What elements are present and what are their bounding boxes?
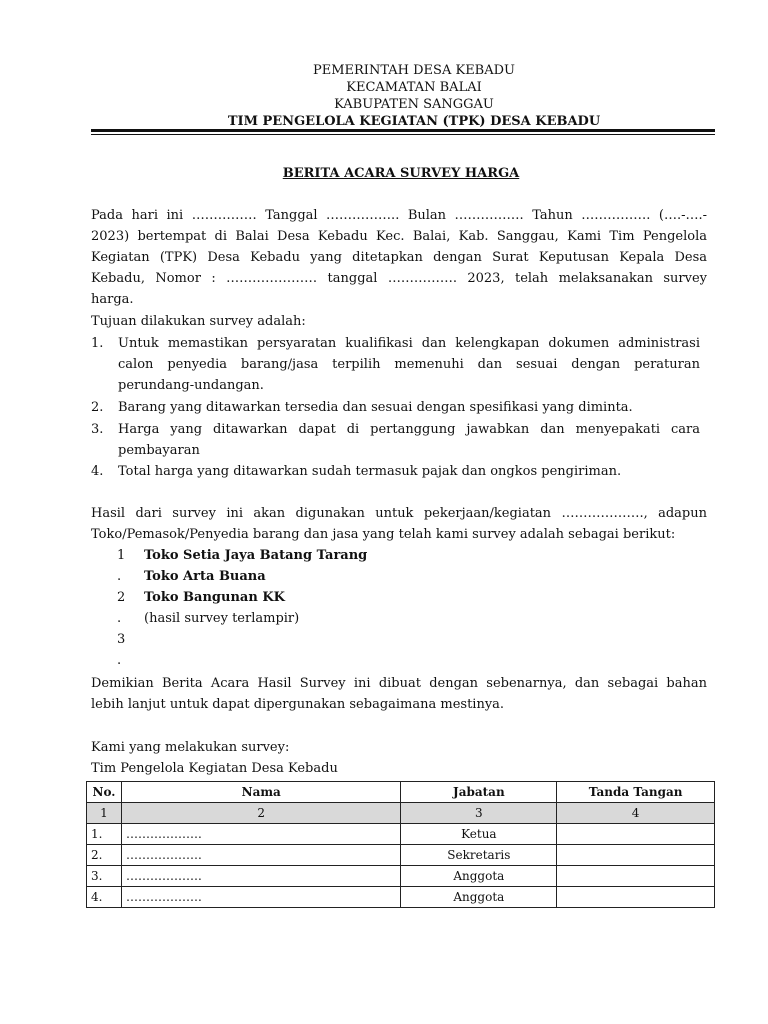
closing-line-1: Demikian Berita Acara Hasil Survey ini dibuat dengan sebenarnya, dan sebagai bahan [91,676,707,691]
store-mark-3: 2 [117,590,126,605]
header-no: No. [87,782,122,803]
document-title: BERITA ACARA SURVEY HARGA [282,166,520,181]
letterhead-divider-thick [91,129,715,132]
store-mark-4: . [117,611,122,626]
store-note: (hasil survey terlampir) [144,611,300,626]
index-cell-4: 4 [557,803,715,824]
row-signature-cell [557,845,715,866]
letterhead-line-1: PEMERINTAH DESA KEBADU [312,63,515,78]
row-jabatan: Sekretaris [401,845,557,866]
row-no: 1. [87,824,122,845]
store-mark-1: 1 [117,548,126,563]
purpose-number-4: 4. [91,464,104,479]
result-line-1: Hasil dari survey ini akan digunakan untuk pekerjaan/kegiatan ………………., adapun [91,506,707,521]
row-signature-cell [557,866,715,887]
header-tanda-tangan: Tanda Tangan [557,782,715,803]
row-no: 2. [87,845,122,866]
store-mark-2: . [117,569,122,584]
team-table [86,781,715,908]
purpose-item-4-line-1: Total harga yang ditawarkan sudah termasuk pajak dan ongkos pengiriman. [118,464,622,479]
row-nama: ………………. [121,824,400,845]
purpose-number-3: 3. [91,422,104,437]
opening-line-2: 2023) bertempat di Balai Desa Kebadu Kec. Balai, Kab. Sanggau, Kami Tim Pengelola [91,229,707,244]
store-mark-5: 3 [117,632,126,647]
purpose-item-1-line-1: Untuk memastikan persyaratan kualifikasi dan kelengkapan dokumen administrasi [118,336,700,351]
row-signature-cell [557,887,715,908]
index-cell-3: 3 [401,803,557,824]
row-no: 3. [87,866,122,887]
index-cell-2: 2 [121,803,400,824]
row-signature-cell [557,824,715,845]
letterhead [0,62,768,130]
purpose-item-3-line-1: Harga yang ditawarkan dapat di pertanggung jawabkan dan menyepakati cara [118,422,700,437]
purpose-item-2-line-1: Barang yang ditawarkan tersedia dan sesuai dengan spesifikasi yang diminta. [118,400,633,415]
letterhead-line-2: KECAMATAN BALAI [346,80,482,95]
table-row [87,824,715,845]
store-name-2: Toko Arta Buana [144,569,266,584]
purpose-item-1-line-3: perundang-undangan. [118,378,264,393]
row-jabatan: Ketua [401,824,557,845]
purpose-intro: Tujuan dilakukan survey adalah: [91,314,306,329]
row-nama: ………………. [121,866,400,887]
row-jabatan: Anggota [401,866,557,887]
opening-line-4: Kebadu, Nomor : ………………… tanggal ……………. 2023, telah melaksanakan survey [91,271,707,286]
store-name-3: Toko Bangunan KK [144,590,285,605]
row-jabatan: Anggota [401,887,557,908]
table-row [87,887,715,908]
row-nama: ………………. [121,845,400,866]
sign-intro: Kami yang melakukan survey: [91,740,290,755]
opening-line-3: Kegiatan (TPK) Desa Kebadu yang ditetapkan dengan Surat Keputusan Kepala Desa [91,250,707,265]
purpose-number-2: 2. [91,400,104,415]
opening-line-1: Pada hari ini …………… Tanggal …………….. Bulan ……………. Tahun ……………. (….-….- [91,208,707,223]
purpose-number-1: 1. [91,336,104,351]
letterhead-line-3: KABUPATEN SANGGAU [334,97,494,112]
row-no: 4. [87,887,122,908]
store-mark-6: . [117,653,122,668]
purpose-item-1-line-2: calon penyedia barang/jasa terpilih memenuhi dan sesuai dengan peraturan [118,357,700,372]
letterhead-line-4: TIM PENGELOLA KEGIATAN (TPK) DESA KEBADU [227,114,601,129]
table-header-row [87,782,715,803]
letterhead-divider-thin [91,134,715,135]
index-cell-1: 1 [87,803,122,824]
sign-team: Tim Pengelola Kegiatan Desa Kebadu [91,761,338,776]
store-name-1: Toko Setia Jaya Batang Tarang [144,548,368,563]
row-nama: ………………. [121,887,400,908]
table-index-row [87,803,715,824]
header-nama: Nama [121,782,400,803]
closing-line-2: lebih lanjut untuk dapat dipergunakan sebagaimana mestinya. [91,697,505,712]
purpose-item-3-line-2: pembayaran [118,443,200,458]
result-line-2: Toko/Pemasok/Penyedia barang dan jasa yang telah kami survey adalah sebagai berikut: [91,527,676,542]
header-jabatan: Jabatan [401,782,557,803]
opening-line-5: harga. [91,292,134,307]
table-row [87,845,715,866]
table-row [87,866,715,887]
